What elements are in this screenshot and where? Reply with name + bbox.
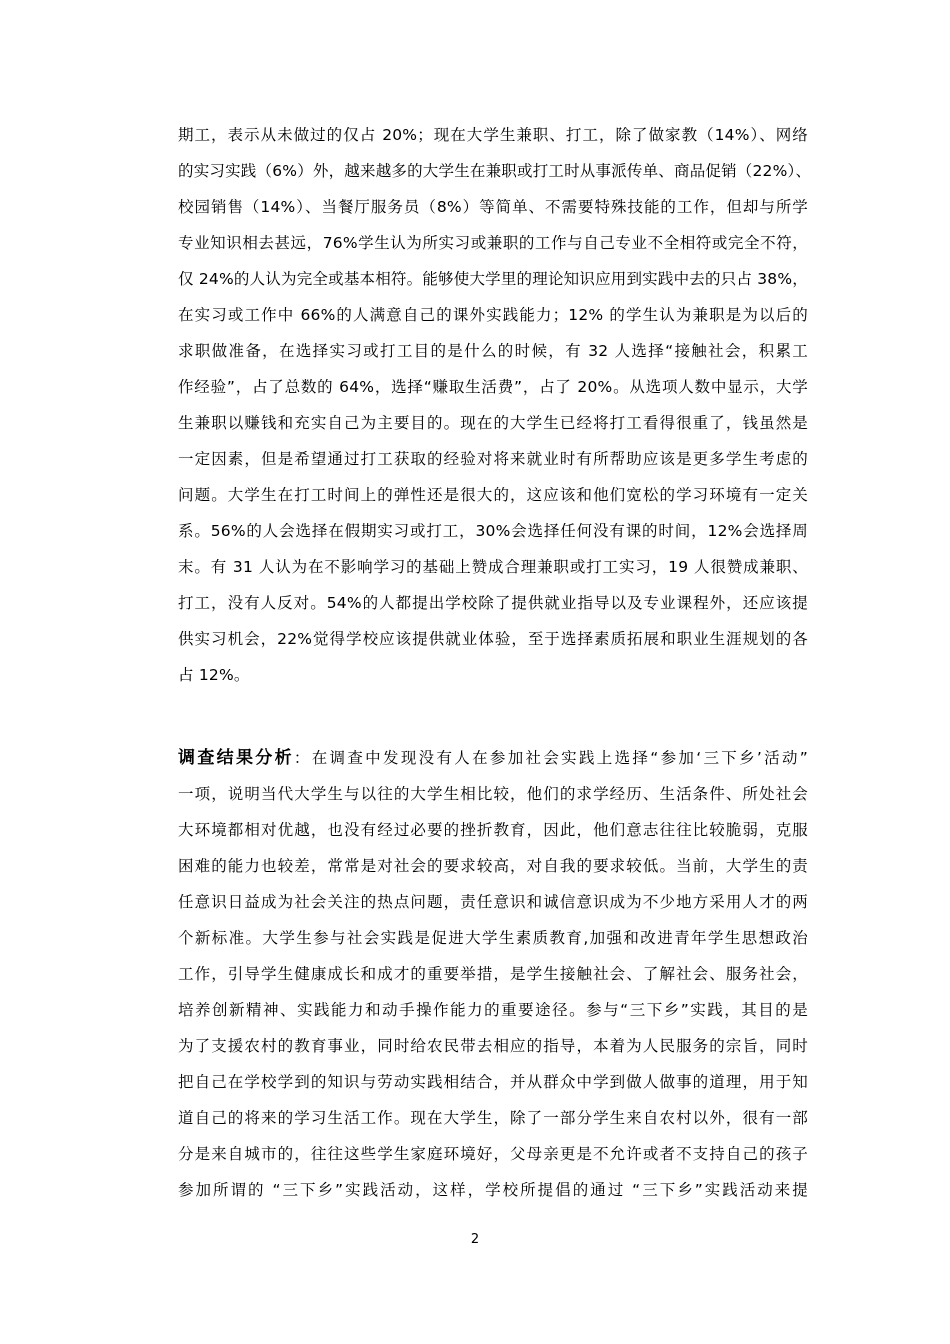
paragraph-line: 工作，引导学生健康成长和成才的重要举措，是学生接触社会、了解社会、服务社会， — [178, 965, 808, 983]
paragraph-line: 系。56%的人会选择在假期实习或打工，30%会选择任何没有课的时间，12%会选择周 — [178, 522, 808, 540]
paragraph-line: 的实习实践（6%）外，越来越多的大学生在兼职或打工时从事派传单、商品促销（22%）、 — [178, 162, 812, 180]
paragraph-line: 生兼职以赚钱和充实自己为主要目的。现在的大学生已经将打工看得很重了，钱虽然是 — [178, 414, 808, 432]
paragraph-line: 困难的能力也较差，常常是对社会的要求较高，对自我的要求较低。当前，大学生的责 — [178, 857, 808, 875]
paragraph-line: 问题。大学生在打工时间上的弹性还是很大的，这应该和他们宽松的学习环境有一定关 — [178, 486, 808, 504]
paragraph-line: 占 12%。 — [178, 666, 250, 684]
heading-colon: ： — [293, 749, 312, 767]
paragraph-line: 大环境都相对优越，也没有经过必要的挫折教育，因此，他们意志往往比较脆弱，克服 — [178, 821, 808, 839]
paragraph-survey-results — [178, 117, 812, 693]
page-number: 2 — [470, 1232, 480, 1247]
paragraph-line: 把自己在学校学到的知识与劳动实践相结合，并从群众中学到做人做事的道理，用于知 — [178, 1073, 808, 1091]
paragraph-line: 参加所谓的 “三下乡”实践活动，这样，学校所提倡的通过 “三下乡”实践活动来提 — [178, 1181, 808, 1199]
paragraph-line: 个新标准。大学生参与社会实践是促进大学生素质教育,加强和改进青年学生思想政治 — [178, 929, 808, 947]
paragraph-line: 培养创新精神、实践能力和动手操作能力的重要途径。参与“三下乡”实践，其目的是 — [178, 1001, 808, 1019]
paragraph-line: 打工，没有人反对。54%的人都提出学校除了提供就业指导以及专业课程外，还应该提 — [178, 594, 808, 612]
paragraph-line: 道自己的将来的学习生活工作。现在大学生，除了一部分学生来自农村以外，很有一部 — [178, 1109, 808, 1127]
paragraph-line: 为了支援农村的教育事业，同时给农民带去相应的指导，本着为人民服务的宗旨，同时 — [178, 1037, 808, 1055]
paragraph-line: 作经验”，占了总数的 64%，选择“赚取生活费”，占了 20%。从选项人数中显示，大学 — [178, 378, 808, 396]
paragraph-line: 期工，表示从未做过的仅占 20%；现在大学生兼职、打工，除了做家教（14%）、网络 — [178, 126, 808, 144]
first-line-text: 在调查中发现没有人在参加社会实践上选择“参加‘三下乡’活动” — [311, 749, 809, 767]
paragraph-line: 一项，说明当代大学生与以往的大学生相比较，他们的求学经历、生活条件、所处社会 — [178, 785, 808, 803]
paragraph-line: 一定因素，但是希望通过打工获取的经验对将来就业时有所帮助应该是更多学生考虑的 — [178, 450, 808, 468]
paragraph-analysis — [178, 740, 808, 1208]
paragraph-line: 供实习机会，22%觉得学校应该提供就业体验，至于选择素质拓展和职业生涯规划的各 — [178, 630, 808, 648]
paragraph-first-line — [178, 740, 808, 776]
paragraph-line: 分是来自城市的，往往这些学生家庭环境好，父母亲更是不允许或者不支持自己的孩子 — [178, 1145, 808, 1163]
paragraph-line: 校园销售（14%）、当餐厅服务员（8%）等简单、不需要特殊技能的工作，但却与所学 — [178, 198, 808, 216]
paragraph-line: 末。有 31 人认为在不影响学习的基础上赞成合理兼职或打工实习，19 人很赞成兼职、 — [178, 558, 808, 576]
paragraph-line: 任意识日益成为社会关注的热点问题，责任意识和诚信意识成为不少地方采用人才的两 — [178, 893, 808, 911]
section-heading: 调查结果分析 — [178, 748, 294, 768]
paragraph-line: 在实习或工作中 66%的人满意自己的课外实践能力；12% 的学生认为兼职是为以后的 — [178, 306, 808, 324]
paragraph-line: 专业知识相去甚远，76%学生认为所实习或兼职的工作与自己专业不全相符或完全不符， — [178, 234, 808, 252]
paragraph-line: 求职做准备，在选择实习或打工目的是什么的时候，有 32 人选择“接触社会，积累工 — [178, 342, 808, 360]
paragraph-line: 仅 24%的人认为完全或基本相符。能够使大学里的理论知识应用到实践中去的只占 38%， — [178, 270, 808, 288]
